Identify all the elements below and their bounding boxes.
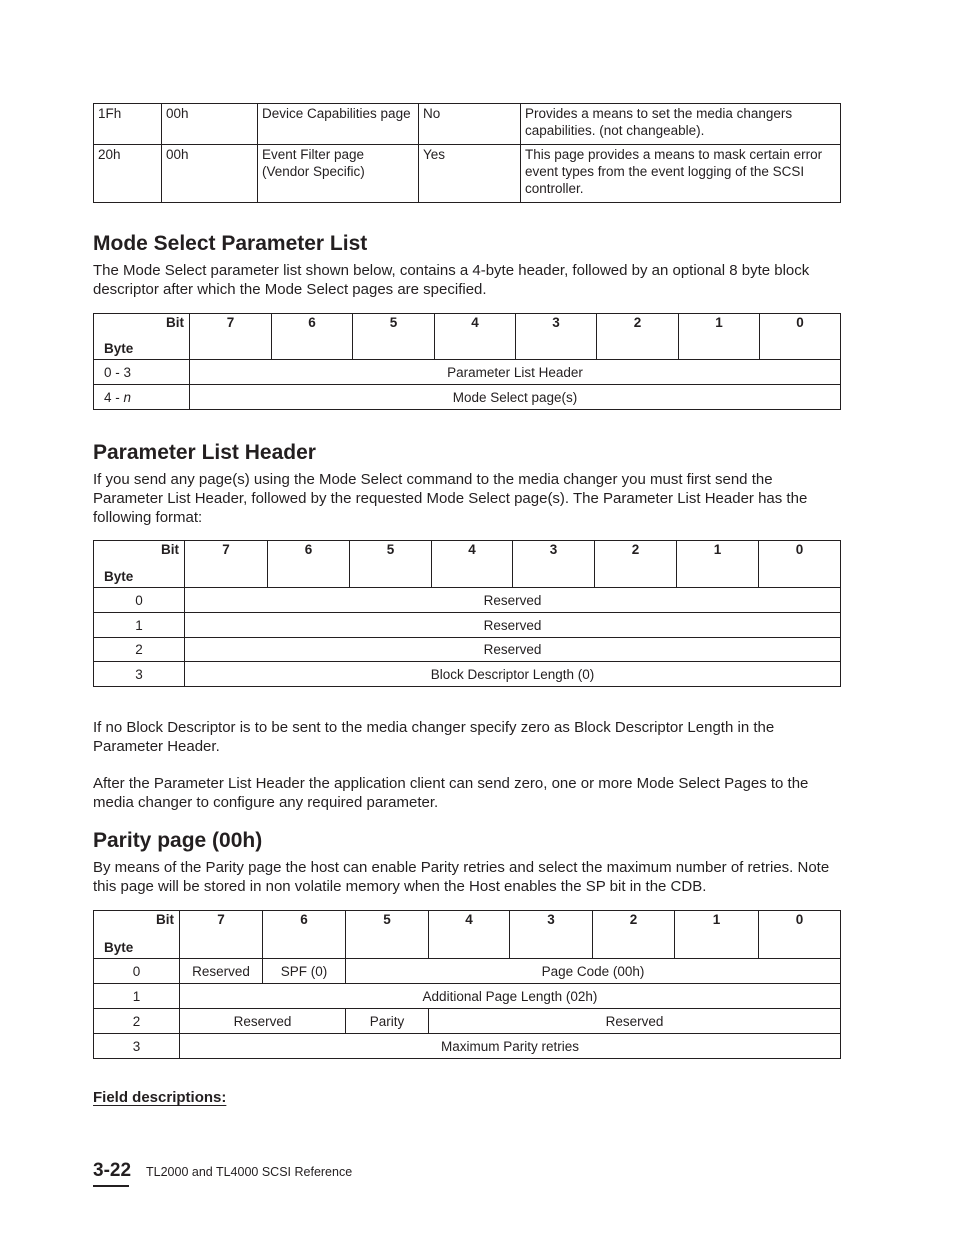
byte-label: Byte [104,569,134,584]
table-row [94,662,841,687]
table-row [94,1034,841,1059]
field-cell: Reserved [185,588,841,613]
bit-7-header: 7 [190,314,272,360]
page-name-cell: Device Capabilities page [258,104,419,145]
page-name-cell: Event Filter page (Vendor Specific) [258,145,419,203]
byte-label: Byte [104,341,134,356]
bit-1-header: 1 [679,314,760,360]
byte-variable: n [123,389,132,405]
bit-2-header: 2 [597,314,679,360]
bit-0-header: 0 [760,314,841,360]
bit-6-header: 6 [268,541,350,588]
bit-header-row [94,314,841,360]
additional-page-length-cell: Additional Page Length (02h) [180,984,841,1009]
section-intro-text: If you send any page(s) using the Mode Select command to the media changer you must first send the Parameter List Header, followed by the requested Mode Select page(s). The Parameter List Header has the following format: [93,471,808,526]
maximum-parity-retries-cell: Maximum Parity retries [180,1034,841,1059]
section-heading-mode-select-parameter-list: Mode Select Parameter List [93,232,368,255]
bit-label: Bit [166,315,184,330]
byte-cell [94,385,190,410]
byte-cell: 3 [94,662,185,687]
bit-3-header: 3 [510,911,593,959]
bit-1-header: 1 [675,911,759,959]
bit-4-header: 4 [429,911,510,959]
bit-0-header: 0 [759,541,841,588]
bit-5-header: 5 [353,314,435,360]
bit-label: Bit [161,542,179,557]
bit-5-header: 5 [346,911,429,959]
subpage-code-cell: 00h [162,104,258,145]
table-row [94,360,841,385]
field-cell: Reserved [185,613,841,638]
parameter-list-header-table [93,540,841,687]
table-row [94,104,841,145]
bit-0-header: 0 [759,911,841,959]
footer-rule [93,1185,129,1187]
bit-label: Bit [156,912,174,927]
bit-6-header: 6 [272,314,353,360]
table-row [94,588,841,613]
section-intro-text: By means of the Parity page the host can enable Parity retries and select the maximum number of retries. Note this page will be stored in non volatile memory when the Host enables the SP bit in the CDB. [93,859,830,895]
table-row [94,1009,841,1034]
reserved-cell: Reserved [180,1009,346,1034]
field-cell: Parameter List Header [190,360,841,385]
table-row [94,613,841,638]
byte-label: Byte [104,940,134,955]
section-heading-parameter-list-header: Parameter List Header [93,441,316,464]
bit-4-header: 4 [432,541,513,588]
byte-prefix: 4 - [104,389,124,405]
subpage-code-cell: 00h [162,145,258,203]
parity-page-table [93,910,841,1059]
bit-5-header: 5 [350,541,432,588]
bit-3-header: 3 [516,314,597,360]
byte-cell: 0 [94,959,180,984]
bit-byte-corner [94,314,190,360]
byte-cell: 1 [94,984,180,1009]
mode-select-parameter-list-table [93,313,841,410]
description-cell: This page provides a means to mask certain error event types from the event logging of the SCSI controller. [521,145,841,203]
bit-byte-corner [94,541,185,588]
bit-3-header: 3 [513,541,595,588]
page-code-cell: 1Fh [94,104,162,145]
changeable-cell: No [419,104,521,145]
byte-cell: 0 [94,588,185,613]
table-row [94,959,841,984]
block-descriptor-note: If no Block Descriptor is to be sent to the media changer specify zero as Block Descriptor Length in the Parameter Header. [93,719,775,755]
bit-2-header: 2 [595,541,677,588]
bit-byte-corner [94,911,180,959]
page-code-cell: 20h [94,145,162,203]
field-cell: Reserved [185,638,841,662]
bit-1-header: 1 [677,541,759,588]
spf-cell: SPF (0) [263,959,346,984]
mode-pages-table [93,103,841,203]
changeable-cell: Yes [419,145,521,203]
document-title-footer: TL2000 and TL4000 SCSI Reference [146,1165,353,1179]
field-descriptions-heading: Field descriptions: [93,1089,227,1106]
bit-4-header: 4 [435,314,516,360]
field-cell: Mode Select page(s) [190,385,841,410]
bit-6-header: 6 [263,911,346,959]
bit-7-header: 7 [180,911,263,959]
reserved-cell: Reserved [429,1009,841,1034]
byte-cell: 1 [94,613,185,638]
byte-cell: 2 [94,638,185,662]
mode-select-pages-note: After the Parameter List Header the application client can send zero, one or more Mode Select Pages to the media changer to configure any required parameter. [93,775,809,811]
reserved-cell: Reserved [180,959,263,984]
table-row [94,638,841,662]
byte-cell: 0 - 3 [94,360,190,385]
field-cell: Block Descriptor Length (0) [185,662,841,687]
table-row [94,385,841,410]
description-cell: Provides a means to set the media changers capabilities. (not changeable). [521,104,841,145]
section-intro-text: The Mode Select parameter list shown below, contains a 4-byte header, followed by an optional 8 byte block descriptor after which the Mode Select pages are specified. [93,262,810,298]
page-code-cell: Page Code (00h) [346,959,841,984]
bit-2-header: 2 [593,911,675,959]
section-heading-parity-page: Parity page (00h) [93,829,263,852]
bit-7-header: 7 [185,541,268,588]
bit-header-row [94,911,841,959]
byte-cell: 2 [94,1009,180,1034]
table-row [94,984,841,1009]
byte-cell: 3 [94,1034,180,1059]
table-row [94,145,841,203]
page-number: 3-22 [93,1160,132,1181]
parity-cell: Parity [346,1009,429,1034]
bit-header-row [94,541,841,588]
